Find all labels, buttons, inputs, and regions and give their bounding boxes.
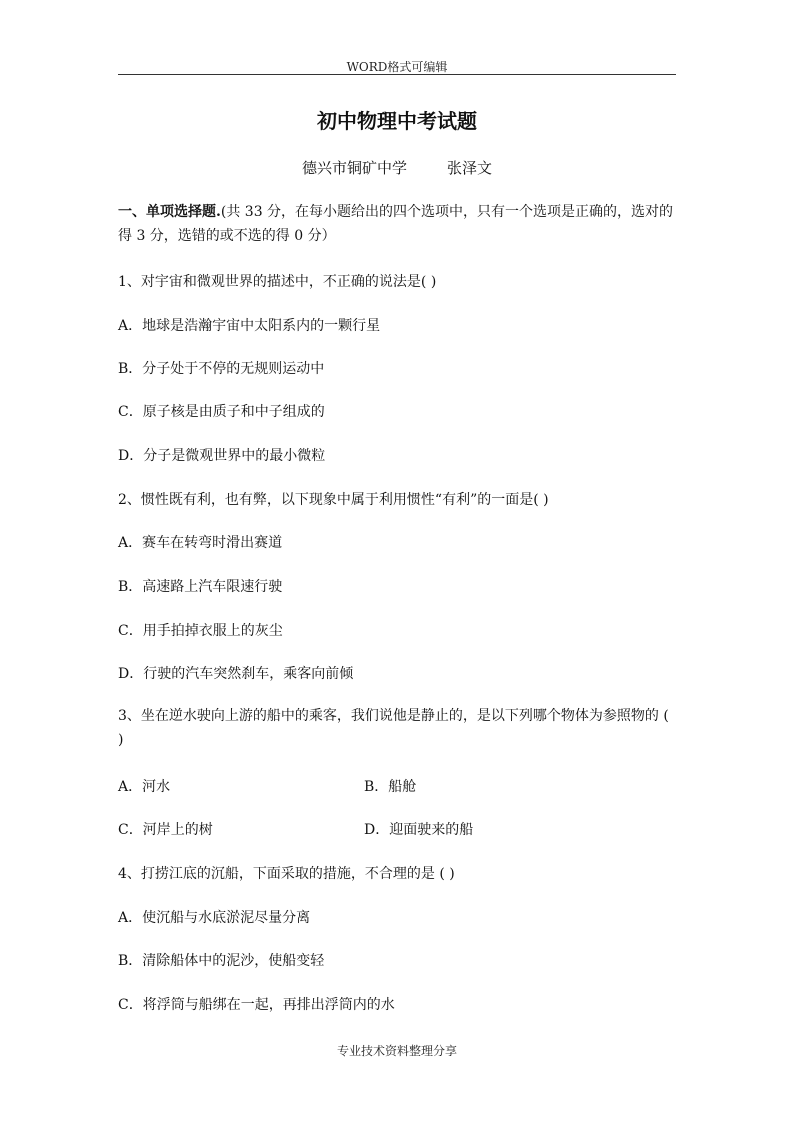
question-4-option-a: A．使沉船与水底淤泥尽量分离 <box>118 910 311 926</box>
header-divider <box>118 74 676 75</box>
question-3-stem: 3、坐在逆水驶向上游的船中的乘客，我们说他是静止的，是以下列哪个物体为参照物的 ( ) <box>118 708 669 748</box>
author-line <box>0 157 794 178</box>
question-2-option-a: A．赛车在转弯时滑出赛道 <box>118 535 283 551</box>
question-1-option-a: A．地球是浩瀚宇宙中太阳系内的一颗行星 <box>118 318 381 334</box>
question-2-option-d: D．行驶的汽车突然刹车，乘客向前倾 <box>118 666 354 682</box>
school-name: 德兴市铜矿中学 <box>301 159 407 177</box>
question-1-option-b: B．分子处于不停的无规则运动中 <box>118 361 325 377</box>
question-2-option-c: C．用手拍掉衣服上的灰尘 <box>118 623 283 639</box>
author-name: 张泽文 <box>447 159 493 177</box>
page-footer: 专业技术资料整理分享 <box>336 1044 457 1058</box>
question-3-option-b: B．船舱 <box>364 779 417 795</box>
section-intro <box>118 200 678 248</box>
question-4-option-c: C．将浮筒与船绑在一起，再排出浮筒内的水 <box>118 997 395 1013</box>
page-header: WORD格式可编辑 <box>346 60 448 74</box>
question-1-option-c: C．原子核是由质子和中子组成的 <box>118 404 325 420</box>
question-1-option-d: D．分子是微观世界中的最小微粒 <box>118 448 326 464</box>
question-3-option-a: A．河水 <box>118 779 171 795</box>
section-instructions: (共 33 分，在每小题给出的四个选项中，只有一个选项是正确的，选对的得 3 分，选错的或不选的得 0 分） <box>118 204 674 244</box>
question-1-stem: 1、对宇宙和微观世界的描述中，不正确的说法是( ) <box>118 274 437 290</box>
question-4-stem: 4、打捞江底的沉船，下面采取的措施，不合理的是 ( ) <box>118 866 455 882</box>
section-heading: 一、单项选择题. <box>118 204 221 220</box>
question-3-option-d: D．迎面驶来的船 <box>364 822 474 838</box>
document-title: 初中物理中考试题 <box>317 109 477 133</box>
question-2-option-b: B．高速路上汽车限速行驶 <box>118 579 283 595</box>
question-4-option-b: B．清除船体中的泥沙，使船变轻 <box>118 953 325 969</box>
question-2-stem: 2、惯性既有利，也有弊，以下现象中属于利用惯性“有利”的一面是( ) <box>118 492 549 508</box>
question-3-option-c: C．河岸上的树 <box>118 822 213 838</box>
